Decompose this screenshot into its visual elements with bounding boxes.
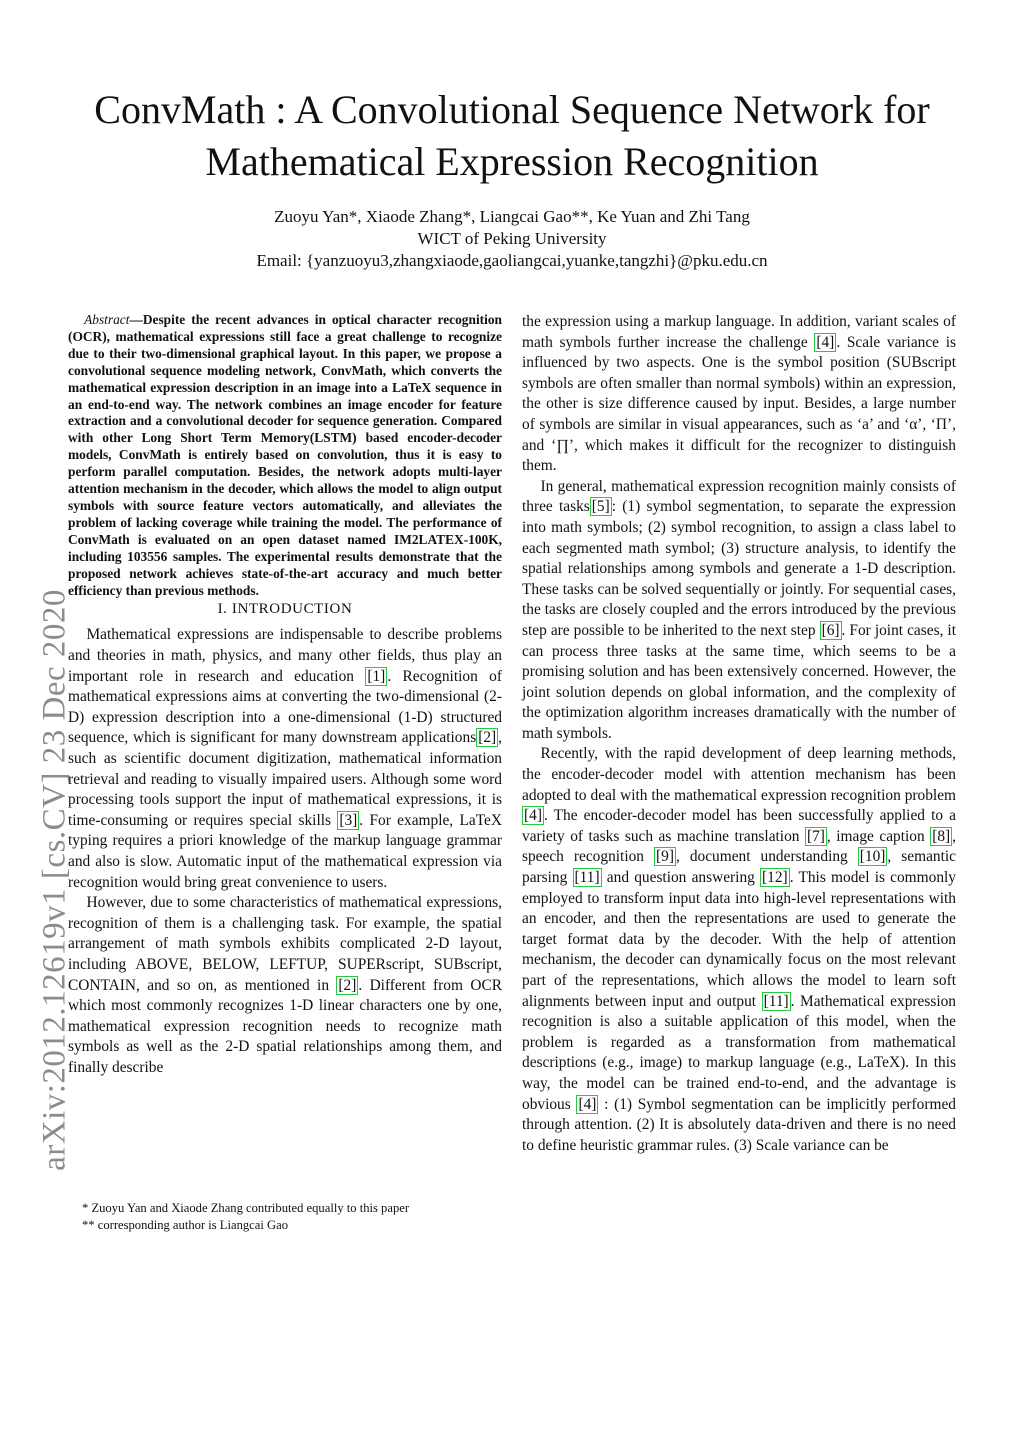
abstract-dash: —: [129, 312, 143, 327]
abstract-text: Despite the recent advances in optical character recognition (OCR), mathematical expressions still face a great challenge to recognize due to their two-dimensional graphical layout. In this paper, we propose a convolutional sequence modeling network, ConvMath, which converts the mathematical expression description in an image into a LaTeX sequence in an end-to-end way. The network combines an image encoder for feature extraction and a convolutional decoder for sequence generation. Compared with other Long Short Term Memory(LSTM) based encoder-decoder models, ConvMath is entirely based on convolution, thus it is easy to perform parallel computation. Besides, the network adopts multi-layer attention mechanism in the decoder, which allows the model to align output symbols with source feature vectors automatically, and alleviates the problem of lacking coverage while training the model. The performance of ConvMath is evaluated on an open dataset named IM2LATEX-100K, including 103556 samples. The experimental results demonstrate that the proposed network achieves state-of-the-art accuracy and much better efficiency than previous methods.: [68, 312, 502, 598]
intro-paragraph-5: [522, 744, 956, 1156]
citation-link[interactable]: [4]: [578, 1095, 597, 1113]
email-line: Email: {yanzuoyu3,zhangxiaode,gaoliangcai,yuanke,tangzhi}@pku.edu.cn: [256, 251, 768, 270]
citation-link[interactable]: [4]: [816, 333, 835, 351]
abstract-label: Abstract: [84, 312, 130, 327]
citation-link[interactable]: [5]: [591, 498, 610, 516]
text-run: . Scale variance is influenced by two aspects. One is the symbol position (SUBscript symbols are often smaller than normal symbols) within an expression, the other is size difference caused by input. Besides, a large number of symbols are similar in visual appearances, such as ‘a’ and ‘α’, ‘Π’, and ‘∏’, which makes it difficult for the recognizer to distinguish them.: [522, 333, 956, 475]
intro-paragraph-1: [68, 625, 502, 893]
text-run: , semantic parsing: [522, 848, 956, 887]
footnote-corresponding-author: ** corresponding author is Liangcai Gao: [82, 1218, 288, 1232]
text-run: . This model is commonly employed to transform input data into high-level representations with an encoder, and then the representations are used to generate the target format data by the decoder. With the help of attention mechanism, the decoder can dynamically focus on the most relevant part of the representations, which allows the model to learn soft alignments between input and output: [522, 869, 956, 1010]
text-run: In general, mathematical expression recognition mainly consists of three tasks: [522, 477, 956, 516]
footnotes: [68, 1200, 502, 1234]
text-run: , document understanding: [675, 848, 858, 866]
citation-link[interactable]: [11]: [574, 869, 600, 887]
citation-link[interactable]: [12]: [762, 869, 788, 887]
intro-paragraph-3: [522, 312, 956, 477]
text-run: : (1) Symbol segmentation can be implicitly performed through attention. (2) It is absolutely data-driven and there is no need to define heuristic grammar rules. (3) Scale variance can be: [522, 1095, 956, 1154]
intro-paragraph-4: [522, 477, 956, 745]
citation-link[interactable]: [8]: [932, 827, 951, 845]
citation-link[interactable]: [3]: [339, 811, 358, 829]
citation-link[interactable]: [6]: [821, 621, 840, 639]
right-column: [522, 312, 956, 1156]
arxiv-identifier: arXiv:2012.12619v1 [cs.CV] 23 Dec 2020: [36, 589, 73, 1171]
citation-link[interactable]: [4]: [524, 807, 542, 825]
title-line-1: ConvMath : A Convolutional Sequence Network for: [94, 87, 930, 132]
text-run: However, due to some characteristics of mathematical expressions, recognition of them is a challenging task. For example, the spatial arrangement of math symbols exhibits complicated 2-D layout, including ABOVE, BELOW, LEFTUP, SUPERscript, SUBscript, CONTAIN, and so on, as mentioned in: [68, 894, 502, 994]
citation-link[interactable]: [2]: [478, 729, 497, 747]
footnote-equal-contribution: * Zuoyu Yan and Xiaode Zhang contributed equally to this paper: [82, 1201, 410, 1215]
text-run: . Mathematical expression recognition is also a suitable application of this model, when the problem is regarded as a transformation from mathematical descriptions (e.g., image) to markup language (e.g., LaTeX). In this way, the model can be trained end-to-end, and the advantage is obvious: [522, 992, 956, 1113]
paper-title: [40, 84, 984, 188]
text-run: , such as scientific document digitization, mathematical information retrieval and reading to visually impaired users. Although some word processing tools support the input of mathematical expressions, it is time-consuming or requires special skills: [68, 729, 502, 829]
affiliation: WICT of Peking University: [417, 229, 607, 248]
intro-paragraph-2: [68, 893, 502, 1078]
text-run: . The encoder-decoder model has been successfully applied to a variety of tasks such as machine translation: [522, 807, 956, 845]
citation-link[interactable]: [9]: [656, 848, 674, 866]
left-column: [68, 312, 502, 1078]
text-run: . Different from OCR which most commonly recognizes 1-D linear characters one by one, mathematical expression recognition needs to recognize math symbols as well as the 2-D spatial relationships among them, and finally describe: [68, 976, 502, 1076]
text-run: Mathematical expressions are indispensable to describe problems and theories in math, physics, and many other fields, thus play an important role in research and education: [68, 626, 502, 685]
text-run: . For example, LaTeX typing requires a priori knowledge of the markup language grammar and also is slow. Automatic input of the mathematical expression via recognition would bring great convenience to users.: [68, 811, 502, 891]
citation-link[interactable]: [2]: [338, 976, 357, 994]
text-run: : (1) symbol segmentation, to separate the expression into math symbols; (2) symbol recognition, to assign a class label to each segmented math symbol; (3) structure analysis, to identify the spatial relationships among symbols and generate a 1-D description. These tasks can be solved sequentially or jointly. For sequential cases, the tasks are closely coupled and the errors introduced by the previous step are possible to be inherited to the next step: [522, 498, 956, 639]
text-run: . For joint cases, it can process three tasks at the same time, which seems to be a promising solution and has been extensively concerned. However, the joint solution depends on global information, and the complexity of the optimization algorithm increases dramatically with the number of math symbols.: [522, 621, 956, 742]
text-run: , image caption: [826, 827, 931, 845]
abstract: [68, 312, 502, 599]
author-block: [40, 206, 984, 272]
citation-link[interactable]: [7]: [806, 827, 825, 845]
text-run: the expression using a markup language. In addition, variant scales of math symbols further increase the challenge: [522, 313, 956, 351]
citation-link[interactable]: [10]: [859, 848, 886, 866]
citation-link[interactable]: [1]: [367, 667, 386, 685]
title-line-2: Mathematical Expression Recognition: [205, 139, 819, 184]
author-names: Zuoyu Yan*, Xiaode Zhang*, Liangcai Gao**, Ke Yuan and Zhi Tang: [274, 207, 750, 226]
citation-link[interactable]: [11]: [763, 992, 789, 1010]
text-run: and question answering: [601, 869, 761, 887]
text-run: . Recognition of mathematical expressions aims at converting the two-dimensional (2-D) expression description into a one-dimensional (1-D) structured sequence, which is significant for many downstream applications: [68, 667, 502, 747]
text-run: Recently, with the rapid development of deep learning methods, the encoder-decoder model with attention mechanism has been adopted to deal with the mathematical expression recognition problem: [522, 745, 956, 804]
text-run: , speech recognition: [522, 827, 956, 866]
section-heading-introduction: I. INTRODUCTION: [217, 601, 353, 618]
